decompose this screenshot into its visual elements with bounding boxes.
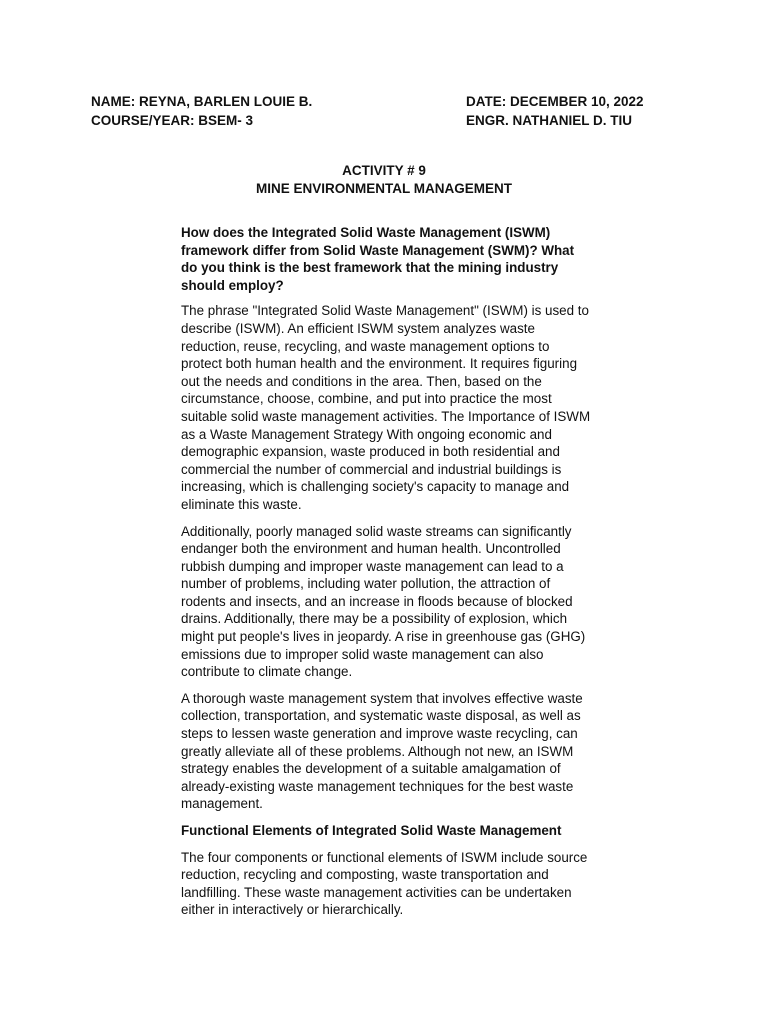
instructor-name: ENGR. NATHANIEL D. TIU bbox=[466, 113, 633, 128]
submission-date: DATE: DECEMBER 10, 2022 bbox=[466, 94, 644, 109]
student-name: NAME: REYNA, BARLEN LOUIE B. bbox=[91, 94, 313, 109]
paragraph-2: Additionally, poorly managed solid waste streams can significantly endanger both the environment and human health. Uncontrolled rubbish dumping and improper waste management can lead to a number of problems, including water pollution, the attraction of rodents and insects, and an increase in floods because of blocked drains. Additionally, there may be a possibility of explosion, which might put people's lives in jeopardy. A rise in greenhouse gas (GHG) emissions due to improper solid waste management can also contribute to climate change. bbox=[181, 523, 586, 680]
student-info bbox=[91, 92, 312, 130]
activity-title: MINE ENVIRONMENTAL MANAGEMENT bbox=[256, 181, 512, 196]
paragraph-4: The four components or functional elements of ISWM include source reduction, recycling and composting, waste transportation and landfilling. These waste management activities can be undertaken either in interactively or hierarchically. bbox=[181, 849, 588, 918]
paragraph-3: A thorough waste management system that involves effective waste collection, transportation, and systematic waste disposal, as well as steps to lessen waste generation and improve waste recycling, can greatly alleviate all of these problems. Although not new, an ISWM strategy enables the development of a suitable amalgamation of already-existing waste management techniques for the best waste management. bbox=[181, 690, 583, 812]
activity-number: ACTIVITY # 9 bbox=[342, 163, 426, 178]
document-body bbox=[181, 224, 593, 928]
question-text: How does the Integrated Solid Waste Management (ISWM) framework differ from Solid Waste Management (SWM)? What do you think is the best framework that the mining industry should employ? bbox=[181, 225, 575, 293]
section-subheading: Functional Elements of Integrated Solid Waste Management bbox=[181, 823, 562, 838]
date-instructor-info bbox=[466, 92, 644, 130]
paragraph-1: The phrase "Integrated Solid Waste Management" (ISWM) is used to describe (ISWM). An efficient ISWM system analyzes waste reduction, reuse, recycling, and waste management options to protect both human health and the environment. It requires figuring out the needs and conditions in the area. Then, based on the circumstance, choose, combine, and put into practice the most suitable solid waste management activities. The Importance of ISWM as a Waste Management Strategy With ongoing economic and demographic expansion, waste produced in both residential and commercial the number of commercial and industrial buildings is increasing, which is challenging society's capacity to manage and eliminate this waste. bbox=[181, 303, 591, 512]
activity-heading bbox=[0, 162, 768, 198]
course-year: COURSE/YEAR: BSEM- 3 bbox=[91, 113, 254, 128]
